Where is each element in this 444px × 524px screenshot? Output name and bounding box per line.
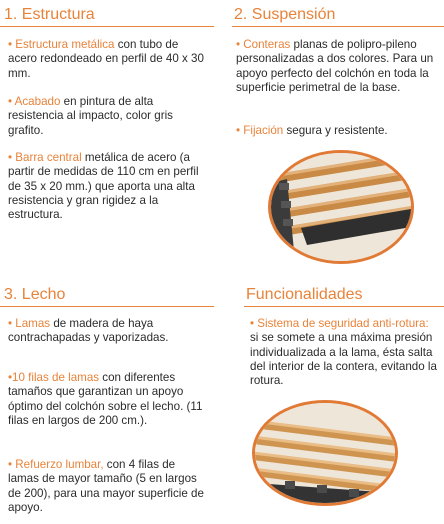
section-funcionalidades: [246, 285, 444, 306]
section-lecho: [4, 285, 214, 306]
list-item: • Fijación segura y resistente.: [236, 124, 388, 137]
section-suspension: [234, 5, 444, 26]
divider: [0, 26, 214, 27]
slat-frame-image: [268, 150, 414, 264]
slat-frame-closeup-icon: [271, 153, 411, 261]
list-item: • Lamas de madera de haya contrachapadas y vaporizadas.: [8, 317, 169, 345]
divider: [0, 306, 214, 307]
section-title: 3. Lecho: [4, 286, 66, 303]
list-item: • Conteras planas de polipro-pileno personalizadas a dos colores. Para un apoyo perfecto del colchón en toda la superficie perimetral de la base.: [236, 38, 434, 94]
section-title: 1. Estructura: [4, 6, 95, 23]
slat-frame-closeup-icon: [255, 403, 395, 503]
list-item: •10 filas de lamas con diferentes tamaños que garantizan un apoyo óptimo del colchón sobre el lecho. (11 filas en largos de 200 cm.).: [8, 371, 203, 427]
list-item: • Sistema de seguridad anti-rotura: si se somete a una máxima presión individualizada a la lama, ésta salta del interior de la contera, evitando la rotura.: [250, 317, 437, 388]
list-item: • Estructura metálica con tubo de acero redondeado en perfil de 40 x 30 mm.: [8, 38, 204, 80]
divider: [244, 306, 444, 307]
slat-frame-image: [252, 400, 398, 506]
list-item: • Barra central metálica de acero (a partir de medidas de 110 cm en perfil de 35 x 20 mm.) que aporta una alta resistencia y gran rigidez a la estructura.: [8, 151, 199, 222]
section-title: Funcionalidades: [246, 286, 363, 303]
section-estructura: [4, 5, 214, 26]
list-item: • Refuerzo lumbar, con 4 filas de lamas de mayor tamaño (5 en largos de 200), para una mayor superficie de apoyo.: [8, 458, 204, 514]
divider: [232, 26, 444, 27]
section-title: 2. Suspensión: [234, 6, 336, 23]
list-item: • Acabado en pintura de alta resistencia al impacto, color gris grafito.: [8, 95, 173, 137]
